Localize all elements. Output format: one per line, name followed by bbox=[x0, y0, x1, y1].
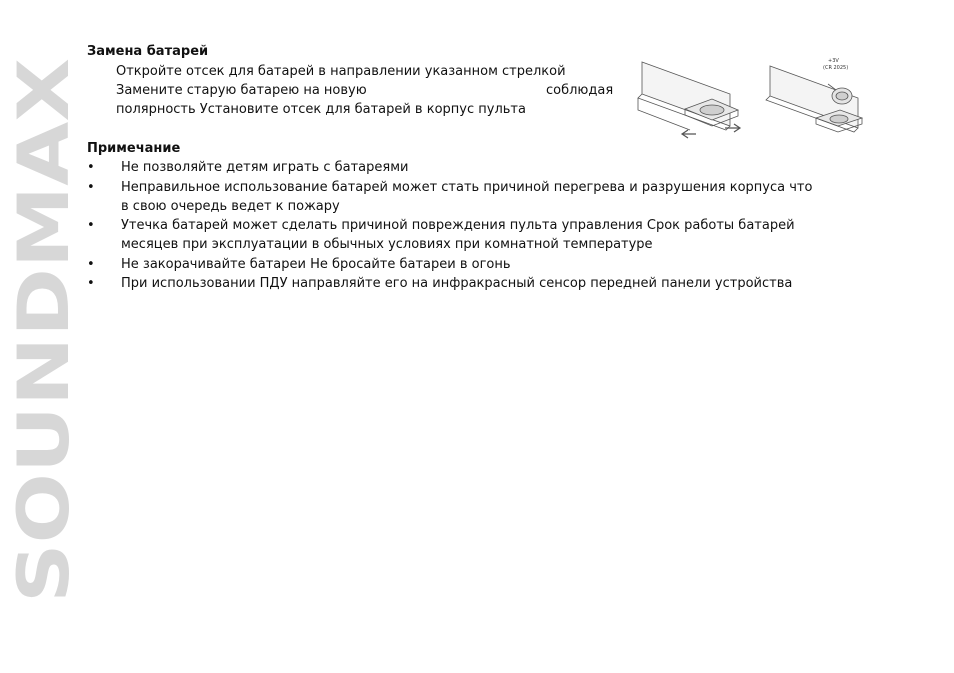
battery-type-label: (CR 2025) bbox=[823, 65, 849, 71]
remote-insert-battery-drawing bbox=[766, 66, 862, 132]
battery-instruction-line-3: полярность Установите отсек для батарей в корпус пульта bbox=[116, 102, 526, 117]
note-item-5: При использовании ПДУ направляйте его на инфракрасный сенсор передней панели устройства bbox=[121, 276, 793, 291]
bullet-marker-3: • bbox=[87, 218, 95, 233]
note-section-title: Примечание bbox=[87, 141, 181, 156]
note-item-2-line-2: в свою очередь ведет к пожару bbox=[121, 199, 340, 214]
note-item-3-line-2: месяцев при эксплуатации в обычных условиях при комнатной температуре bbox=[121, 237, 653, 252]
bullet-marker-2: • bbox=[87, 180, 95, 195]
note-item-2-line-1: Неправильное использование батарей может стать причиной перегрева и разрушения корпуса что bbox=[121, 180, 813, 195]
voltage-label: +3V bbox=[828, 58, 839, 64]
bullet-marker-4: • bbox=[87, 257, 95, 272]
soundmax-logo-text: SOUNDMAX bbox=[3, 141, 85, 603]
bullet-marker-5: • bbox=[87, 276, 95, 291]
remote-open-tray-drawing bbox=[638, 62, 740, 138]
note-item-1: Не позволяйте детям играть с батареями bbox=[121, 160, 409, 175]
battery-section-title: Замена батарей bbox=[87, 44, 209, 59]
battery-instruction-line-2a: Замените старую батарею на новую bbox=[116, 83, 367, 98]
soundmax-logo bbox=[3, 58, 85, 603]
battery-instruction-line-2b: соблюдая bbox=[546, 83, 614, 98]
battery-instruction-line-1: Откройте отсек для батарей в направлении указанном стрелкой bbox=[116, 64, 566, 79]
note-item-4: Не закорачивайте батареи Не бросайте батареи в огонь bbox=[121, 257, 511, 272]
bullet-marker-1: • bbox=[87, 160, 95, 175]
battery-replacement-illustration bbox=[630, 54, 880, 146]
note-item-3-line-1: Утечка батарей может сделать причиной повреждения пульта управления Срок работы батарей bbox=[121, 218, 795, 233]
